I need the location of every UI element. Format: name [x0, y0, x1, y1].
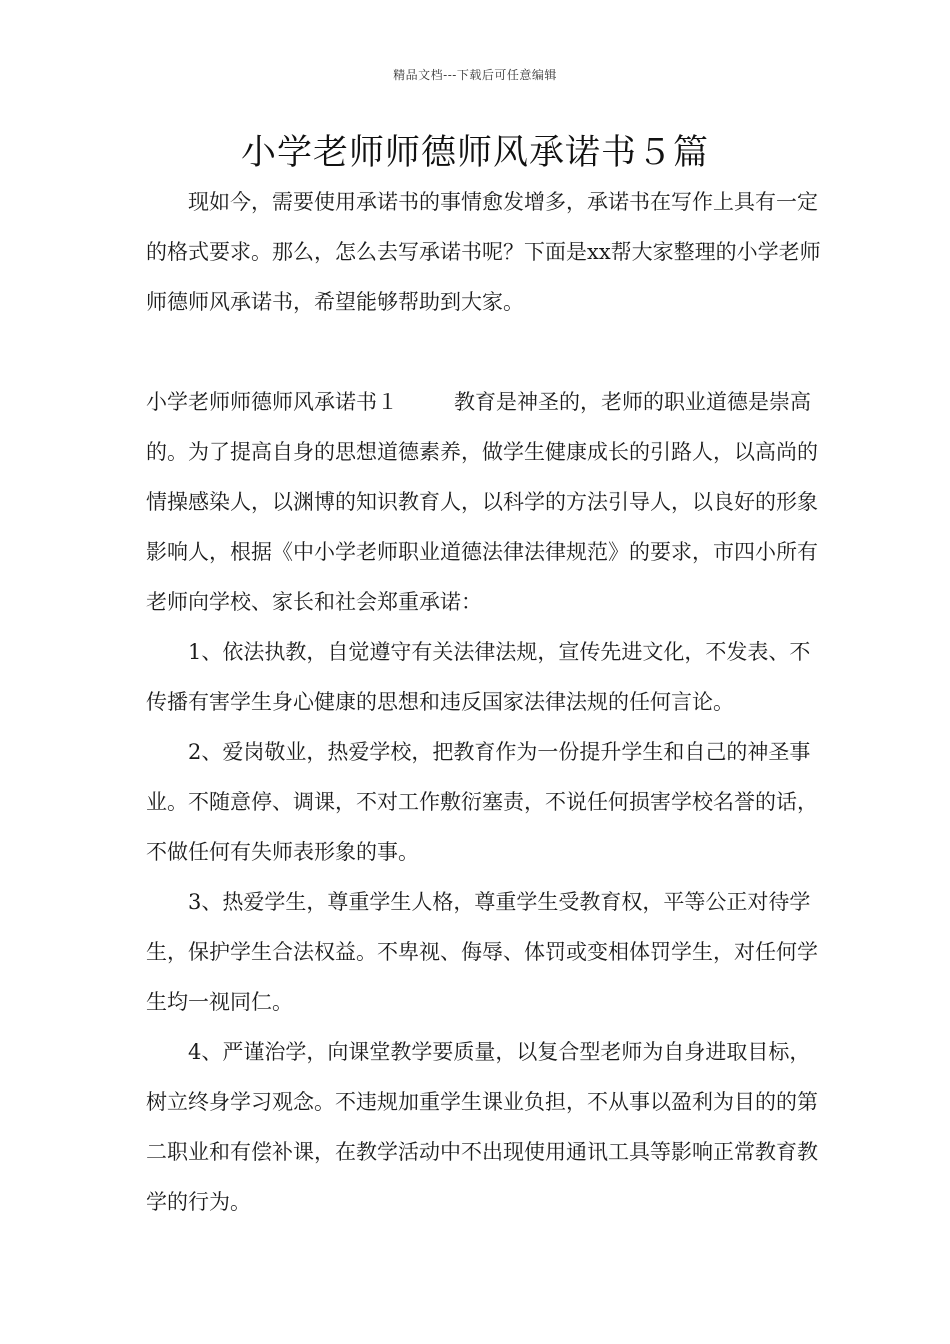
pledge-item-2: 2、爱岗敬业，热爱学校，把教育作为一份提升学生和自己的神圣事业。不随意停、调课，不对工作敷衍塞责，不说任何损害学校名誉的话，不做任何有失师表形象的事。 — [146, 740, 818, 864]
section-intro-text: 教育是神圣的，老师的职业道德是崇高的。为了提高自身的思想道德素养，做学生健康成长的引路人，以高尚的情操感染人，以渊博的知识教育人，以科学的方法引导人，以良好的形象影响人，根据《中小学老师职业道德法律法律规范》的要求，市四小所有老师向学校、家长和社会郑重承诺： — [146, 390, 818, 614]
pledge-item-1: 1、依法执教，自觉遵守有关法律法规，宣传先进文化，不发表、不传播有害学生身心健康的思想和违反国家法律法规的任何言论。 — [146, 640, 811, 714]
page-header-watermark: 精品文档---下载后可任意编辑 — [393, 68, 557, 82]
intro-paragraph: 现如今，需要使用承诺书的事情愈发增多，承诺书在写作上具有一定的格式要求。那么，怎么去写承诺书呢？下面是xx帮大家整理的小学老师师德师风承诺书，希望能够帮助到大家。 — [146, 190, 821, 314]
document-title: 小学老师师德师风承诺书５篇 — [240, 133, 709, 173]
section-heading: 小学老师师德师风承诺书１ — [146, 390, 398, 414]
pledge-item-3: 3、热爱学生，尊重学生人格，尊重学生受教育权，平等公正对待学生，保护学生合法权益。不卑视、侮辱、体罚或变相体罚学生，对任何学生均一视同仁。 — [146, 890, 818, 1014]
section-paragraph — [146, 377, 822, 627]
pledge-item-4: 4、严谨治学，向课堂教学要质量，以复合型老师为自身进取目标，树立终身学习观念。不违规加重学生课业负担，不从事以盈利为目的的第二职业和有偿补课，在教学活动中不出现使用通讯工具等影响正常教育教学的行为。 — [146, 1040, 818, 1214]
